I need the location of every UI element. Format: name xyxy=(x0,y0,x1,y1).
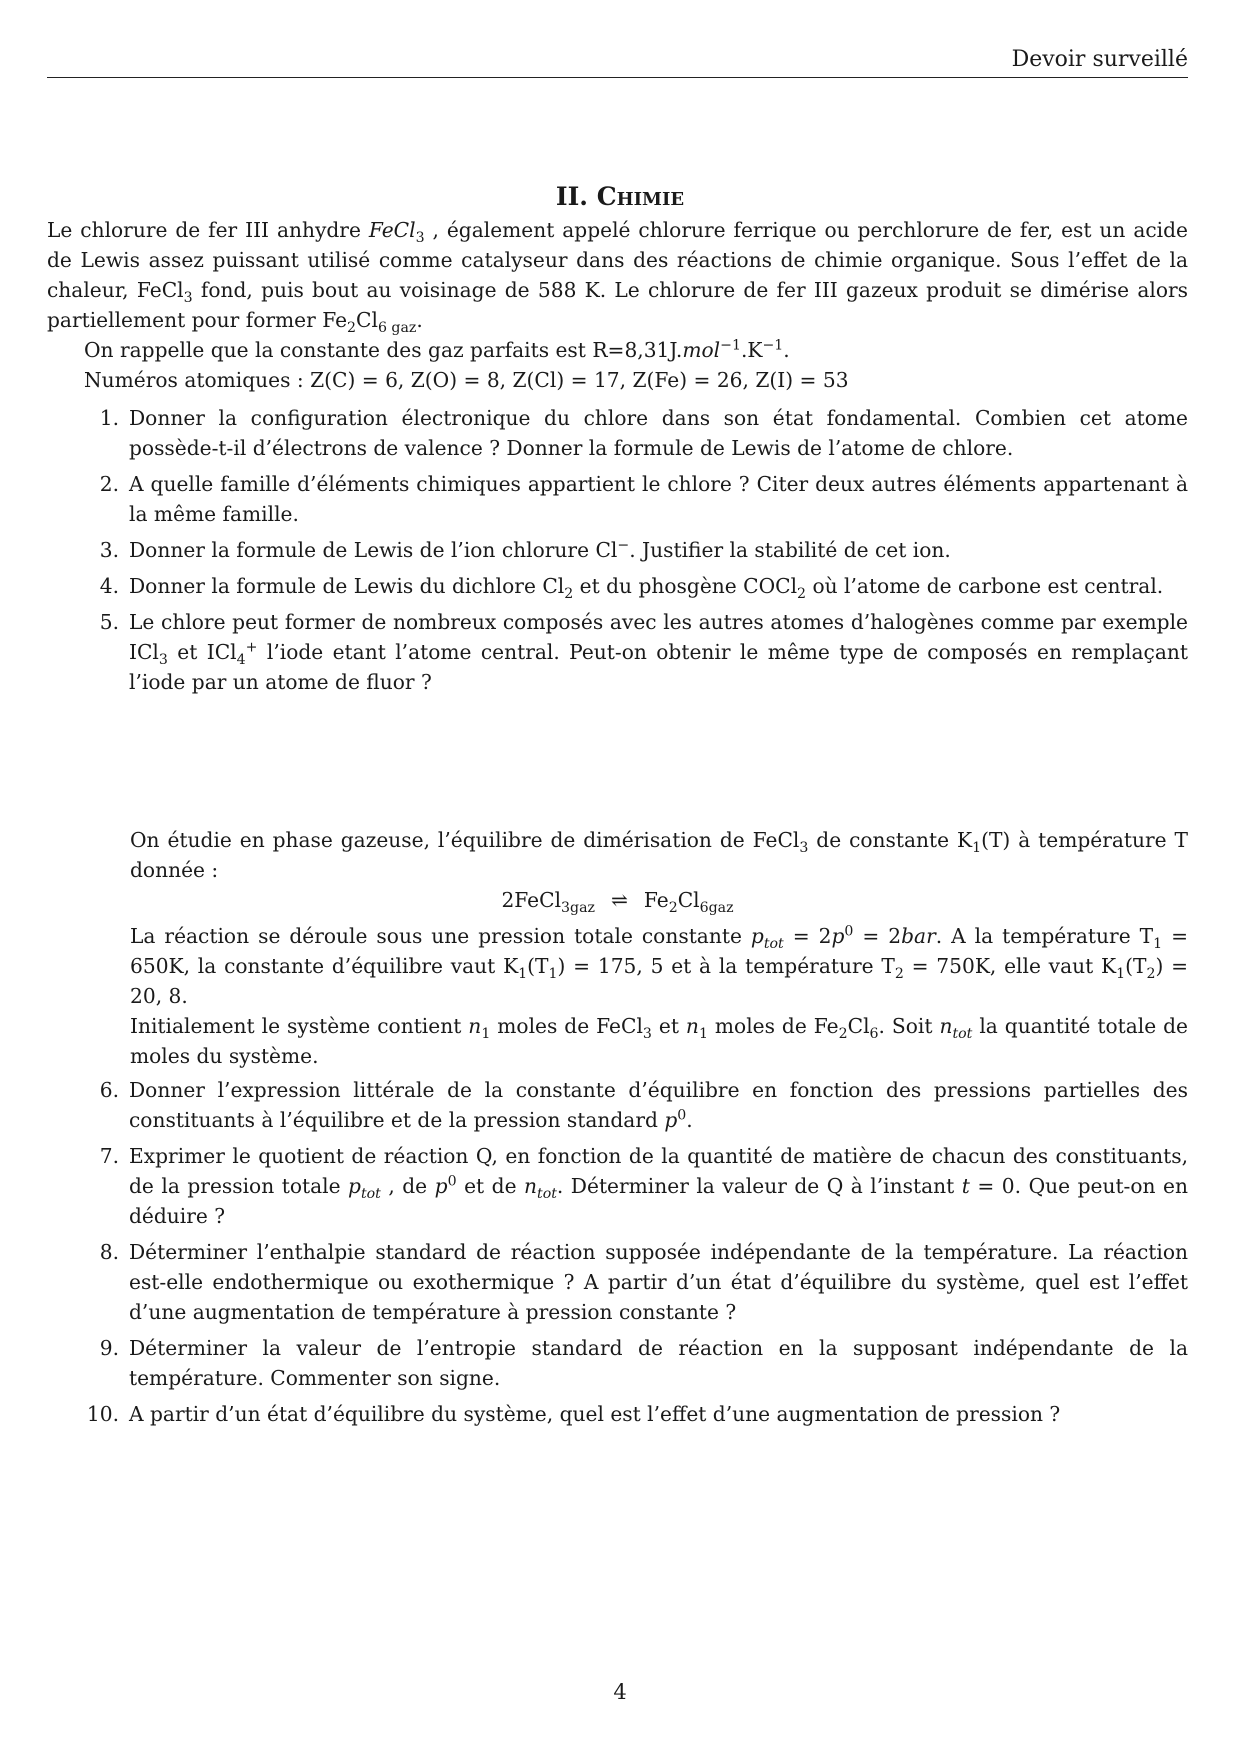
part2-intro: On étudie en phase gazeuse, l’équilibre de dimérisation de FeCl$_3$ de constante $K_1(T)$ à température T donnée : xyxy=(130,828,1188,882)
gas-constant: On rappelle que la constante des gaz parfaits est $R=8,31J.mol^{-1}.K^{-1}$. xyxy=(84,337,790,362)
dimerisation-equation: 2FeCl$_{3gaz}$ ⇌ $Fe_2Cl_{6gaz}$ xyxy=(501,888,734,917)
question-6: 6. Donner l’expression littérale de la constante d’équilibre en fonction des pressions partielles des constituants à l’équilibre et de la pression standard $p^0$. xyxy=(99,1078,1188,1132)
section-title xyxy=(0,182,1240,211)
question-9: 9. Déterminer la valeur de l’entropie standard de réaction en la supposant indépendante de la température. Commenter son signe. xyxy=(99,1336,1188,1390)
question-3: 3. Donner la formule de Lewis de l’ion chlorure Cl−. Justifier la stabilité de cet ion. xyxy=(99,537,951,562)
question-8: 8. Déterminer l’enthalpie standard de réaction supposée indépendante de la température. La réaction est-elle endothermique ou exothermique ? A partir d’un état d’équilibre du système, quel est l’effet d’une augmentation de température à pression constante ? xyxy=(99,1240,1188,1324)
questions-part1 xyxy=(47,403,1188,697)
question-4: 4. Donner la formule de Lewis du dichlore $Cl_2$ et du phosgène COCl$_2$ où l’atome de carbone est central. xyxy=(99,574,1164,603)
section-number: II. xyxy=(555,182,588,211)
atomic-numbers: Numéros atomiques : Z(C) = 6, Z(O) = 8, Z(Cl) = 17, Z(Fe) = 26, Z(I) = 53 xyxy=(84,368,849,392)
header-rule xyxy=(47,77,1188,78)
page-number: 4 xyxy=(613,1680,627,1704)
questions-part2 xyxy=(47,1075,1188,1429)
part1 xyxy=(47,215,1188,703)
part2-initial: Initialement le système contient $n_1$ moles de FeCl$_3$ et $n_1$ moles de $Fe_2Cl_6$. Soit $n_{tot}$ la quantité totale de moles du système. xyxy=(130,1014,1188,1068)
part2 xyxy=(47,825,1188,1435)
question-10: 10. A partir d’un état d’équilibre du système, quel est l’effet d’une augmentation de pression ? xyxy=(86,1402,1061,1426)
question-2: 2. A quelle famille d’éléments chimiques appartient le chlore ? Citer deux autres éléments appartenant à la même famille. xyxy=(99,472,1188,526)
question-1: 1. Donner la configuration électronique du chlore dans son état fondamental. Combien cet atome possède-t-il d’électrons de valence ? Donner la formule de Lewis de l’atome de chlore. xyxy=(99,406,1188,460)
header-title: Devoir surveillé xyxy=(1011,47,1188,72)
question-7: 7. Exprimer le quotient de réaction Q, en fonction de la quantité de matière de chacun des constituants, de la pression totale $p_{tot}$ , de $p^0$ et de $n_{tot}$. Déterminer la valeur de Q à l’instant t = 0. Que peut-on en déduire ? xyxy=(99,1144,1188,1228)
part2-conditions: La réaction se déroule sous une pression totale constante $p_{tot} = 2p^0 = 2bar$. A la température $T_1 = 650K$, la constante d’équilibre vaut $K_1(T_1) = 175$, 5 et à la température $T_2 = 750K$, elle vaut $K_1(T_2) = 20$, 8. xyxy=(130,923,1188,1008)
question-5: 5. Le chlore peut former de nombreux composés avec les autres atomes d’halogènes comme par exemple ICl$_3$ et ICl$_4$+ l’iode etant l’atome central. Peut-on obtenir le même type de composés en remplaçant l’iode par un atome de fluor ? xyxy=(99,610,1188,694)
intro-paragraph: Le chlorure de fer III anhydre FeCl$_3$ , également appelé chlorure ferrique ou perchlorure de fer, est un acide de Lewis assez puissant utilisé comme catalyseur dans des réactions de chimie organique. Sous l’effet de la chaleur, FeCl$_3$ fond, puis bout au voisinage de 588 K. Le chlorure de fer III gazeux produit se dimérise alors partiellement pour former $Fe_2Cl_{6 gaz}$. xyxy=(47,218,1188,337)
section-name: Chimie xyxy=(596,182,685,211)
